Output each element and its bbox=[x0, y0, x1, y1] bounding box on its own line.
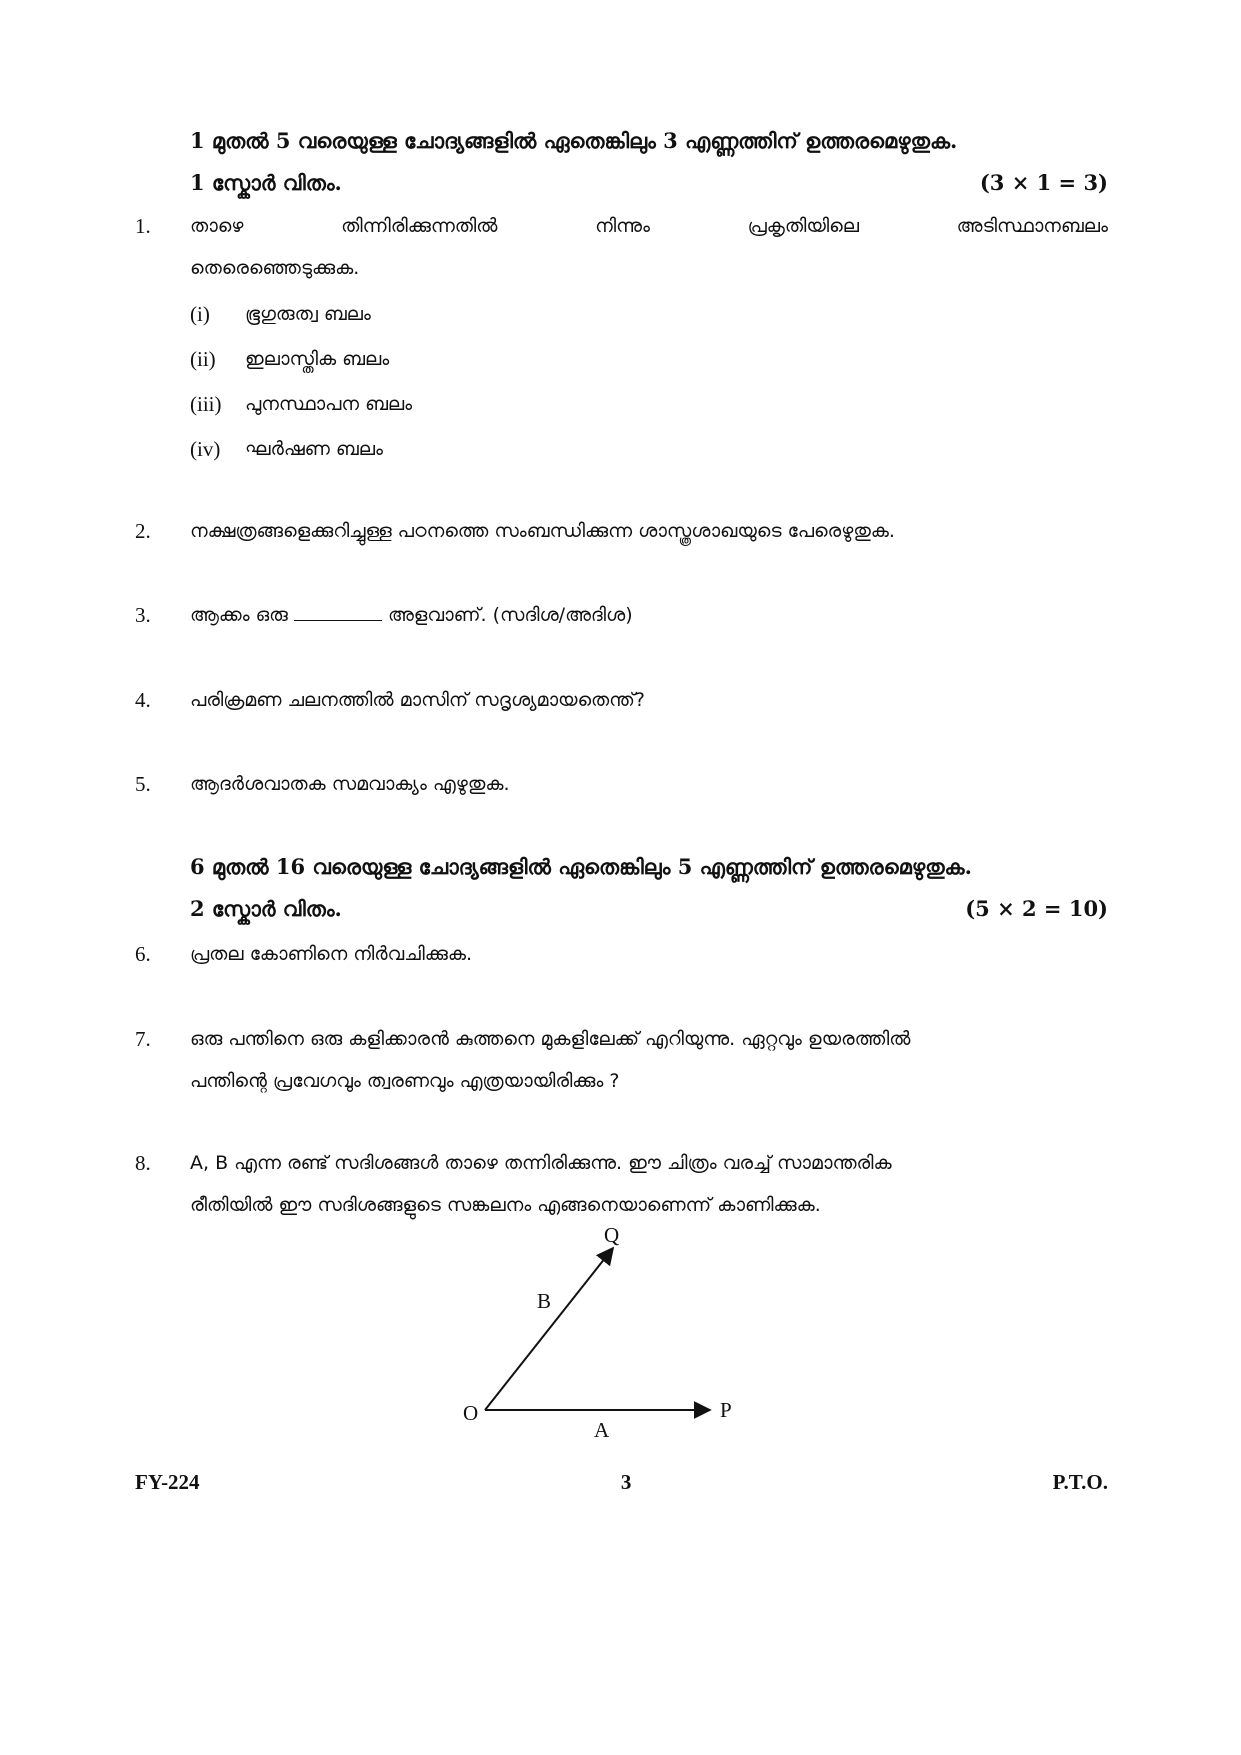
q1-word: അടിസ്ഥാനബലം bbox=[956, 215, 1108, 237]
question-4 bbox=[135, 679, 1108, 721]
question-number: 7. bbox=[135, 1027, 151, 1051]
question-7-line-1: ഒരു പന്തിനെ ഒരു കളിക്കാരൻ കുത്തനെ മുകളിലേക്ക് എറിയുന്നു. ഏറ്റവും ഉയരത്തിൽ bbox=[190, 1028, 911, 1050]
section-1-instruction: 1 മുതൽ 5 വരെയുള്ള ചോദ്യങ്ങളിൽ ഏതെങ്കിലും 3 എണ്ണത്തിന് ഉത്തരമെഴുതുക. bbox=[190, 128, 958, 153]
option-text: പുനസ്ഥാപന ബലം bbox=[245, 393, 413, 415]
section-2-score-text: 2 സ്കോർ വിതം. bbox=[190, 896, 342, 921]
question-5-text: ആദർശവാതക സമവാക്യം എഴുതുക. bbox=[190, 773, 510, 795]
option-iii bbox=[190, 383, 1108, 428]
question-8 bbox=[135, 1142, 1108, 1226]
question-number: 8. bbox=[135, 1151, 151, 1175]
q1-word: തിന്നിരിക്കുന്നതിൽ bbox=[341, 215, 498, 237]
option-label: (iii) bbox=[190, 392, 222, 416]
question-2 bbox=[135, 510, 1108, 552]
section-1-header bbox=[190, 120, 1108, 204]
question-3-before: ആക്കം ഒരു bbox=[190, 604, 288, 626]
vector-diagram bbox=[455, 1228, 755, 1448]
question-number: 1. bbox=[135, 214, 151, 238]
question-8-line-1: A, B എന്ന രണ്ട് സദിശങ്ങൾ താഴെ തന്നിരിക്കുന്നു. ഈ ചിത്രം വരച്ച് സാമാന്തരിക bbox=[190, 1152, 892, 1174]
option-text: ഭൂഗുരുത്വ ബലം bbox=[245, 303, 371, 325]
question-5 bbox=[135, 763, 1108, 805]
section-1-marks: (3 × 1 = 3) bbox=[979, 170, 1108, 195]
option-text: ഇലാസ്തിക ബലം bbox=[245, 348, 390, 370]
option-iv bbox=[190, 428, 1108, 473]
question-number: 3. bbox=[135, 603, 151, 627]
fill-blank bbox=[294, 598, 382, 621]
option-text: ഘർഷണ ബലം bbox=[245, 438, 383, 460]
q1-word: പ്രകൃതിയിലെ bbox=[747, 215, 859, 237]
label-q: Q bbox=[604, 1228, 620, 1247]
question-4-text: പരിക്രമണ ചലനത്തിൽ മാസിന് സദൃശ്യമായതെന്ത്? bbox=[190, 689, 646, 711]
question-1-line-2: തെരെഞ്ഞെടുക്കുക. bbox=[190, 257, 360, 279]
option-label: (i) bbox=[190, 302, 210, 326]
question-3 bbox=[135, 594, 1108, 636]
question-7-line-2: പന്തിന്റെ പ്രവേഗവും ത്വരണവും എത്രയായിരിക്കും ? bbox=[190, 1070, 620, 1092]
question-1 bbox=[135, 205, 1108, 473]
question-number: 5. bbox=[135, 772, 151, 796]
question-number: 6. bbox=[135, 942, 151, 966]
section-2-marks: (5 × 2 = 10) bbox=[965, 896, 1108, 921]
question-8-line-2: രീതിയിൽ ഈ സദിശങ്ങളുടെ സങ്കലനം എങ്ങനെയാണെന്ന് കാണിക്കുക. bbox=[190, 1194, 821, 1216]
option-label: (iv) bbox=[190, 437, 221, 461]
section-2-instruction: 6 മുതൽ 16 വരെയുള്ള ചോദ്യങ്ങളിൽ ഏതെങ്കിലും 5 എണ്ണത്തിന് ഉത്തരമെഴുതുക. bbox=[190, 854, 972, 879]
label-a: A bbox=[594, 1418, 610, 1442]
label-b: B bbox=[537, 1289, 552, 1313]
question-6-text: പ്രതല കോണിനെ നിർവചിക്കുക. bbox=[190, 943, 473, 965]
q1-word: താഴെ bbox=[190, 215, 244, 237]
label-p: P bbox=[720, 1398, 732, 1422]
question-1-line-1 bbox=[190, 205, 1108, 247]
option-i bbox=[190, 293, 1108, 338]
option-label: (ii) bbox=[190, 347, 216, 371]
question-3-after: അളവാണ്. (സദിശ/അദിശ) bbox=[387, 604, 633, 626]
section-2-header bbox=[190, 846, 1108, 930]
label-o: O bbox=[463, 1401, 479, 1425]
page-number: 3 bbox=[620, 1470, 632, 1494]
paper-code: FY-224 bbox=[135, 1470, 200, 1494]
question-6 bbox=[135, 933, 1108, 975]
q1-word: നിന്നും bbox=[595, 215, 650, 237]
question-2-text: നക്ഷത്രങ്ങളെക്കുറിച്ചുള്ള പഠനത്തെ സംബന്ധിക്കുന്ന ശാസ്ത്രശാഖയുടെ പേരെഴുതുക. bbox=[190, 520, 895, 542]
question-number: 4. bbox=[135, 688, 151, 712]
pto-label: P.T.O. bbox=[1052, 1470, 1108, 1494]
section-1-score-text: 1 സ്കോർ വിതം. bbox=[190, 170, 342, 195]
question-number: 2. bbox=[135, 519, 151, 543]
option-ii bbox=[190, 338, 1108, 383]
vector-b-arrow bbox=[485, 1248, 613, 1410]
page-footer bbox=[135, 1470, 1108, 1495]
question-7 bbox=[135, 1018, 1108, 1102]
